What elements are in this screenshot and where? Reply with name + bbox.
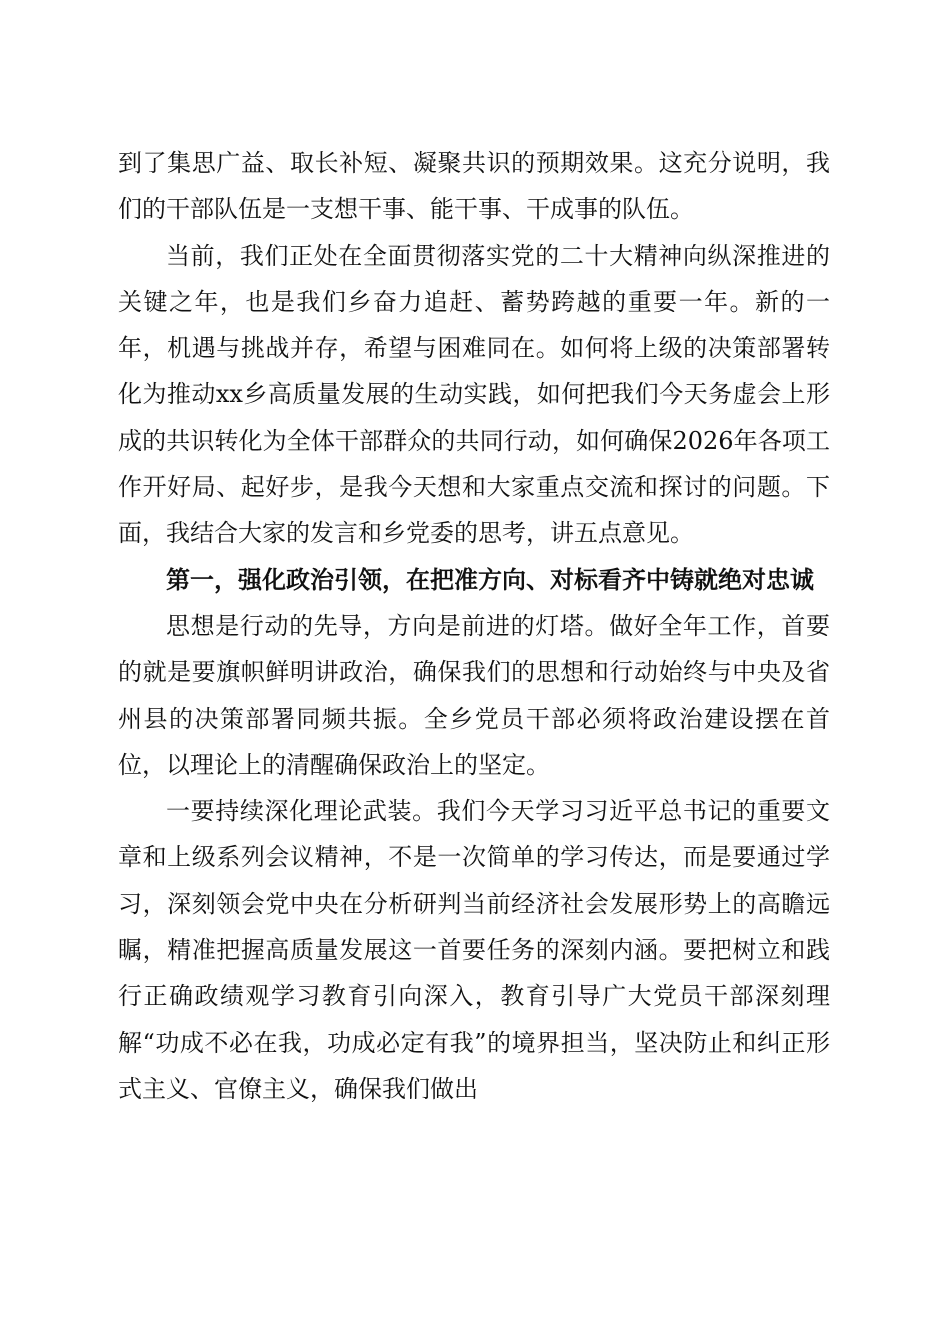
document-body: [118, 140, 830, 1112]
paragraph-thought-guidance: 思想是行动的先导，方向是前进的灯塔。做好全年工作，首要的就是要旗帜鲜明讲政治，确保我们的思想和行动始终与中央及省州县的决策部署同频共振。全乡党员干部必须将政治建设摆在首位，以理论上的清醒确保政治上的坚定。: [118, 611, 830, 779]
section-heading-political-leadership: 第一，强化政治引领，在把准方向、对标看齐中铸就绝对忠诚: [166, 565, 814, 594]
paragraph-opening-continuation: 到了集思广益、取长补短、凝聚共识的预期效果。这充分说明，我们的干部队伍是一支想干事、能干事、干成事的队伍。: [118, 149, 830, 224]
paragraph-theory-armament: 一要持续深化理论武装。我们今天学习习近平总书记的重要文章和上级系列会议精神，不是一次简单的学习传达，而是要通过学习，深刻领会党中央在分析研判当前经济社会发展形势上的高瞻远瞩，精准把握高质量发展这一首要任务的深刻内涵。要把树立和践行正确政绩观学习教育引向深入，教育引导广大党员干部深刻理解“功成不必在我，功成必定有我”的境界担当，坚决防止和纠正形式主义、官僚主义，确保我们做出: [118, 797, 830, 1103]
paragraph-current-situation: 当前，我们正处在全面贯彻落实党的二十大精神向纵深推进的关键之年，也是我们乡奋力追赶、蓄势跨越的重要一年。新的一年，机遇与挑战并存，希望与困难同在。如何将上级的决策部署转化为推动xx乡高质量发展的生动实践，如何把我们今天务虚会上形成的共识转化为全体干部群众的共同行动，如何确保2026年各项工作开好局、起好步，是我今天想和大家重点交流和探讨的问题。下面，我结合大家的发言和乡党委的思考，讲五点意见。: [118, 241, 830, 548]
